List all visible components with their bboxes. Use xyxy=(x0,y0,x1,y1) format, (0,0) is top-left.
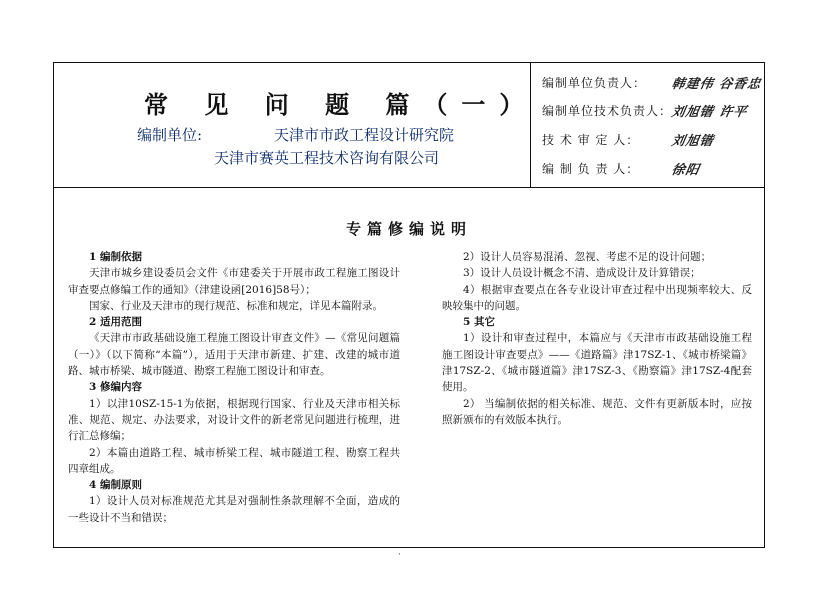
section-heading: 2 适用范围 xyxy=(89,316,142,329)
section-heading: 3 修编内容 xyxy=(89,381,142,394)
document-frame xyxy=(53,62,765,560)
right-column xyxy=(442,249,752,428)
responsible-row xyxy=(542,73,762,92)
responsible-label: 编制单位负责人： xyxy=(542,76,647,90)
section-heading: 4 编制原则 xyxy=(89,479,142,492)
responsible-label: 技 术 审 定 人： xyxy=(542,133,640,147)
responsible-row xyxy=(542,130,714,149)
header-divider xyxy=(54,187,764,188)
paragraph: 1）以津10SZ-15-1为依据，根据现行国家、行业及天津市相关标准、规范、规定、办法要求，对设计文件的新老常见问题进行梳理，进行汇总修编； xyxy=(68,397,400,443)
editor-label: 编制单位: xyxy=(137,126,203,144)
responsible-label: 编制单位技术负责人： xyxy=(542,104,673,118)
responsible-row xyxy=(542,159,700,178)
center-mark: · xyxy=(398,550,401,560)
paragraph: 2）设计人员容易混淆、忽视、考虑不足的设计问题； xyxy=(463,251,712,263)
paragraph: 天津市城乡建设委员会文件《市建委关于开展市政工程施工图设计审查要点修编工作的通知》（津建设函[2016]58号）； xyxy=(68,267,400,296)
section-heading: 5 其它 xyxy=(463,316,495,329)
editor-org-2: 天津市赛英工程技术咨询有限公司 xyxy=(214,149,440,167)
section-heading: 1 编制依据 xyxy=(89,251,142,263)
paragraph: 1）设计人员对标准规范尤其是对强制性条款理解不全面，造成的一些设计不当和错误； xyxy=(68,495,400,524)
paragraph: 2）本篇由道路工程、城市桥梁工程、城市隧道工程、勘察工程共四章组成。 xyxy=(68,446,400,475)
responsible-label: 编 制 负 责 人： xyxy=(542,162,640,176)
section-title: 专篇修编说明 xyxy=(345,220,472,238)
signature: 刘旭锴 许平 xyxy=(670,105,749,120)
signature: 韩建伟 谷香忠 xyxy=(670,77,763,92)
paragraph: 3）设计人员设计概念不清、造成设计及计算错误； xyxy=(463,267,701,280)
paragraph: 《天津市市政基础设施工程施工图设计审查文件》—《常见问题篇（一）》（以下简称“本篇”），适用于天津市新建、扩建、改建的城市道路、城市桥梁、城市隧道、勘察工程施工图设计和审查。 xyxy=(68,332,400,378)
signature: 刘旭锴 xyxy=(670,134,715,149)
paragraph: 国家、行业及天津市的现行规范、标准和规定，详见本篇附录。 xyxy=(89,299,383,312)
paragraph: 1）设计和审查过程中，本篇应与《天津市市政基础设施工程施工图设计审查要点》——《道路篇》津17SZ-1、《城市桥梁篇》津17SZ-2、《城市隧道篇》津17SZ-3、《勘察篇》津17SZ-4配套使用。 xyxy=(442,332,752,394)
document-title: 常 见 问 题 篇（一） xyxy=(144,90,538,119)
header-vertical-divider xyxy=(530,63,531,187)
responsible-row xyxy=(542,101,748,120)
signature: 徐阳 xyxy=(670,163,701,178)
left-column xyxy=(68,249,400,526)
paragraph: 4）根据审查要点在各专业设计审查过程中出现频率较大、反映较集中的问题。 xyxy=(442,283,752,312)
editor-org-1: 天津市市政工程设计研究院 xyxy=(274,126,455,144)
paragraph: 2） 当编制依据的相关标准、规范、文件有更新版本时，应按照新颁布的有效版本执行。 xyxy=(442,397,752,426)
